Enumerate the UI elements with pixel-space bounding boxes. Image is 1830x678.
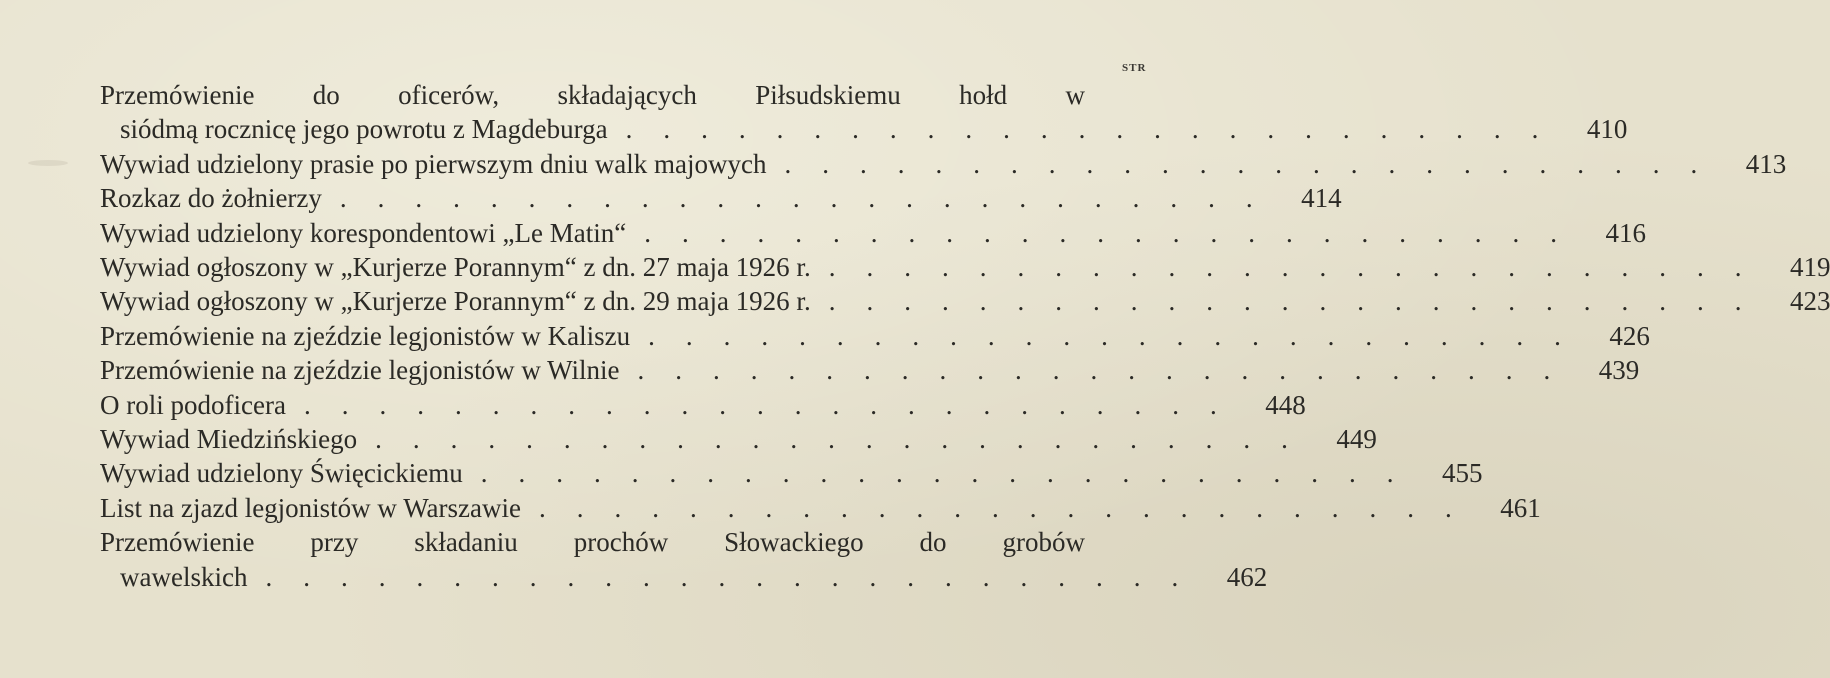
toc-entry-page: 416 — [1605, 217, 1646, 248]
toc-entry-title: Przemówienie na zjeździe legjonistów w Kaliszu — [100, 320, 631, 351]
toc-entry[interactable] — [100, 216, 1646, 250]
toc-entry-page: 449 — [1336, 424, 1377, 455]
table-of-contents — [100, 78, 1830, 594]
toc-entry[interactable] — [100, 491, 1541, 525]
toc-entry[interactable] — [100, 284, 1830, 318]
toc-entry-page: 414 — [1301, 183, 1342, 214]
toc-entry-title: Wywiad udzielony Święcickiemu — [100, 458, 463, 489]
toc-entry-title-line-2: wawelskich — [120, 561, 248, 592]
page-column-label: STR — [1122, 62, 1147, 74]
toc-entry-title: O roli podoficera — [100, 389, 286, 420]
dot-leader: ......................... — [339, 183, 1284, 214]
toc-entry-page: 413 — [1745, 148, 1787, 179]
toc-entry-leader-line — [100, 560, 1268, 594]
toc-entry-leader-line — [100, 491, 1541, 525]
toc-entry-leader-line — [100, 353, 1640, 387]
toc-entry-leader-line — [100, 319, 1650, 353]
dot-leader: ......................... — [828, 252, 1773, 283]
toc-entry-leader-line — [100, 284, 1830, 318]
toc-entry-leader-line — [100, 147, 1787, 181]
dot-leader: ......................... — [538, 492, 1483, 523]
toc-entry-title-line-1: Przemówienie do oficerów, składających Piłsudskiemu hołd w — [100, 80, 1085, 110]
toc-entry-page: 455 — [1442, 458, 1483, 489]
toc-entry-page: 439 — [1598, 355, 1640, 386]
toc-entry-page: 426 — [1609, 320, 1650, 351]
toc-entry[interactable] — [100, 353, 1640, 387]
toc-entry-leader-line — [100, 250, 1830, 284]
dot-leader: ......................... — [828, 286, 1773, 317]
dot-leader: ......................... — [265, 561, 1210, 592]
toc-entry-leader-line — [100, 112, 1628, 146]
toc-entry[interactable] — [100, 525, 1268, 594]
toc-entry-title: List na zjazd legjonistów w Warszawie — [100, 492, 521, 523]
toc-entry[interactable] — [100, 181, 1342, 215]
toc-entry-page: 461 — [1500, 492, 1541, 523]
toc-entry-leader-line — [100, 216, 1646, 250]
toc-entry-page: 423 — [1789, 286, 1830, 317]
toc-entry-title: Wywiad Miedzińskiego — [100, 424, 358, 455]
toc-entry-title: Przemówienie na zjeździe legjonistów w Wilnie — [100, 355, 620, 386]
toc-entry[interactable] — [100, 456, 1483, 490]
dot-leader: ......................... — [375, 424, 1319, 455]
toc-entry-title: Rozkaz do żołnierzy — [100, 183, 322, 214]
dot-leader: ......................... — [303, 389, 1248, 420]
dot-leader: ......................... — [480, 458, 1425, 489]
toc-entry-title: Wywiad udzielony prasie po pierwszym dniu walk majowych — [100, 148, 767, 179]
toc-entry-title-line-1: Przemówienie przy składaniu prochów Słowackiego do grobów — [100, 527, 1085, 558]
dot-leader: ......................... — [625, 114, 1570, 145]
toc-entry-page: 462 — [1226, 561, 1268, 592]
toc-entry-title-line-2: siódmą rocznicę jego powrotu z Magdeburga — [120, 114, 608, 145]
paper-stain — [28, 160, 68, 166]
toc-entry-leader-line — [100, 422, 1377, 456]
toc-entry-title: Wywiad udzielony korespondentowi „Le Matin“ — [100, 217, 627, 248]
toc-entry[interactable] — [100, 422, 1377, 456]
toc-entry-title: Wywiad ogłoszony w „Kurjerze Porannym“ z dn. 29 maja 1926 r. — [100, 286, 811, 317]
dot-leader: ......................... — [637, 355, 1582, 386]
toc-entry[interactable] — [100, 388, 1306, 422]
toc-entry-title: Wywiad ogłoszony w „Kurjerze Porannym“ z dn. 27 maja 1926 r. — [100, 252, 811, 283]
toc-entry-leader-line — [100, 181, 1342, 215]
toc-entry[interactable] — [100, 250, 1830, 284]
toc-entry[interactable] — [100, 147, 1787, 181]
toc-entry[interactable] — [100, 78, 1628, 147]
toc-entry-page: 419 — [1789, 252, 1830, 283]
toc-entry-leader-line — [100, 388, 1306, 422]
dot-leader: ......................... — [644, 217, 1588, 248]
toc-entry[interactable] — [100, 319, 1650, 353]
toc-entry-leader-line — [100, 456, 1483, 490]
dot-leader: ......................... — [648, 320, 1592, 351]
toc-entry-page: 410 — [1586, 114, 1628, 145]
toc-entry-page: 448 — [1265, 389, 1306, 420]
dot-leader: ......................... — [784, 148, 1729, 179]
